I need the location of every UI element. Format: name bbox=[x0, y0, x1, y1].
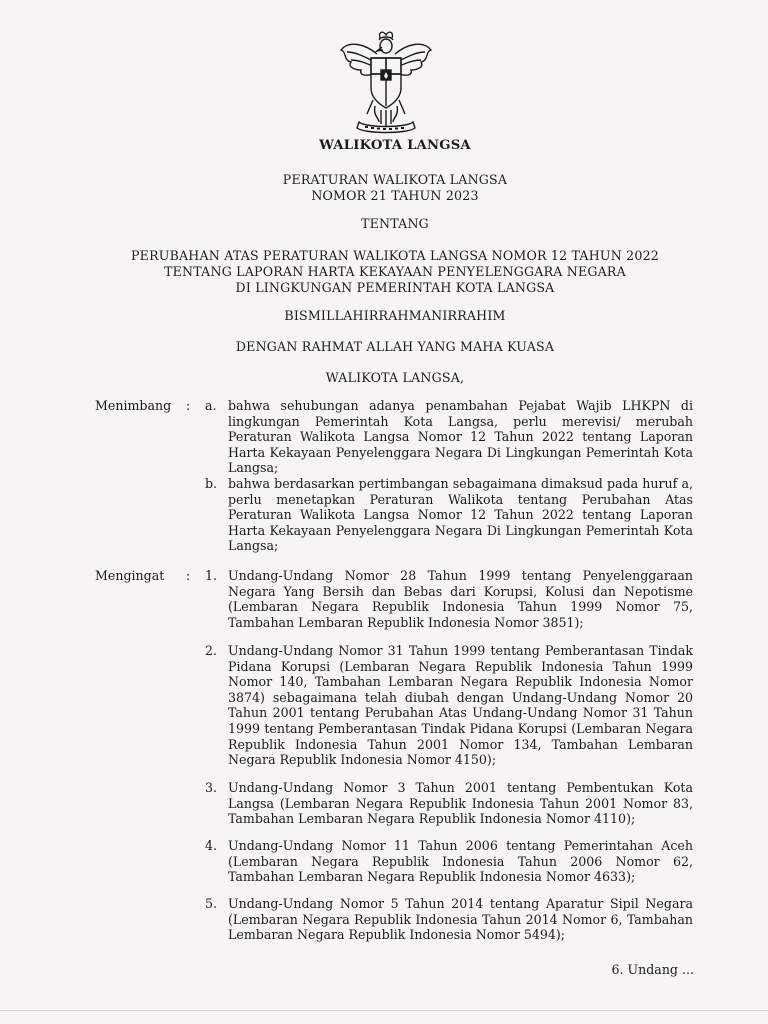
doc-type bbox=[0, 172, 768, 204]
mengingat-item bbox=[205, 896, 693, 943]
doc-type-line: PERATURAN WALIKOTA LANGSA bbox=[282, 172, 508, 187]
mengingat-item bbox=[205, 568, 693, 630]
mengingat-item bbox=[205, 838, 693, 885]
item-marker: 5. bbox=[205, 896, 218, 911]
item-text: Undang-Undang Nomor 5 Tahun 2014 tentang Aparatur Sipil Negara (Lembaran Negara Republik Indonesia Tahun 2014 Nomor 6, Tambahan Lembaran Negara Republik Indonesia Nomor 5494); bbox=[228, 896, 693, 943]
item-text: bahwa berdasarkan pertimbangan sebagaimana dimaksud pada huruf a, perlu menetapkan Peraturan Walikota tentang Perubahan Atas Peraturan Walikota Langsa Nomor 12 Tahun 2022 tentang Laporan Harta Kekayaan Penyelenggara Negara Di Lingkungan Pemerintah Kota Langsa; bbox=[228, 476, 693, 554]
item-text: Undang-Undang Nomor 31 Tahun 1999 tentang Pemberantasan Tindak Pidana Korupsi (Lembaran Negara Republik Indonesia Tahun 1999 Nomor 140, Tambahan Lembaran Negara Republik Indonesia Nomor 3874) sebagaimana telah diubah dengan Undang-Undang Nomor 20 Tahun 2001 tentang Perubahan Atas Undang-Undang Nomor 31 Tahun 1999 tentang Pemberantasan Tindak Pidana Korupsi (Lembaran Negara Republik Indonesia Tahun 2001 Nomor 134, Tambahan Lembaran Negara Republik Indonesia Nomor 4150); bbox=[228, 643, 693, 768]
subject-block bbox=[0, 248, 768, 296]
item-marker: 3. bbox=[205, 780, 218, 795]
office-title: WALIKOTA LANGSA bbox=[319, 138, 471, 153]
item-text: Undang-Undang Nomor 3 Tahun 2001 tentang Pembentukan Kota Langsa (Lembaran Negara Republik Indonesia Tahun 2001 Nomor 83, Tambahan Lembaran Negara Republik Indonesia Nomor 4110); bbox=[228, 780, 693, 827]
subject-line: DI LINGKUNGAN PEMERINTAH KOTA LANGSA bbox=[235, 280, 555, 295]
item-marker: a. bbox=[205, 398, 217, 413]
page-edge-divider bbox=[0, 1010, 768, 1011]
doc-number-line: NOMOR 21 TAHUN 2023 bbox=[311, 188, 479, 203]
mengingat-colon: : bbox=[186, 568, 191, 583]
mengingat-item bbox=[205, 780, 693, 827]
about-heading: TENTANG bbox=[361, 216, 429, 231]
item-text: Undang-Undang Nomor 28 Tahun 1999 tentang Penyelenggaraan Negara Yang Bersih dan Bebas dari Korupsi, Kolusi dan Nepotisme (Lembaran Negara Republik Indonesia Tahun 1999 Nomor 75, Tambahan Lembaran Republik Indonesia Nomor 3851); bbox=[228, 568, 693, 630]
rahmat-line: DENGAN RAHMAT ALLAH YANG MAHA KUASA bbox=[235, 339, 555, 354]
issuer-line: WALIKOTA LANGSA, bbox=[325, 370, 465, 385]
item-text: Undang-Undang Nomor 11 Tahun 2006 tentang Pemerintahan Aceh (Lembaran Negara Republik Indonesia Tahun 2006 Nomor 62, Tambahan Lembaran Negara Republik Indonesia Nomor 4633); bbox=[228, 838, 693, 885]
item-marker: 4. bbox=[205, 838, 218, 853]
mengingat-item bbox=[205, 643, 693, 768]
menimbang-item bbox=[205, 398, 693, 476]
subject-line: PERUBAHAN ATAS PERATURAN WALIKOTA LANGSA NOMOR 12 TAHUN 2022 bbox=[131, 248, 659, 263]
mengingat-label: Mengingat bbox=[95, 568, 165, 583]
item-marker: 2. bbox=[205, 643, 218, 658]
menimbang-colon: : bbox=[186, 398, 191, 413]
bismillah: BISMILLAHIRRAHMANIRRAHIM bbox=[284, 308, 506, 323]
garuda-emblem-icon bbox=[335, 30, 437, 138]
menimbang-label: Menimbang bbox=[95, 398, 172, 413]
menimbang-item bbox=[205, 476, 693, 554]
item-marker: b. bbox=[205, 476, 218, 491]
next-page-marker: 6. Undang ... bbox=[611, 962, 694, 977]
item-text: bahwa sehubungan adanya penambahan Pejabat Wajib LHKPN di lingkungan Pemerintah Kota Langsa, perlu merevisi/ merubah Peraturan Walikota Langsa Nomor 12 Tahun 2022 tentang Laporan Harta Kekayaan Penyelenggara Negara Di Lingkungan Pemerintah Kota Langsa; bbox=[228, 398, 693, 476]
subject-line: TENTANG LAPORAN HARTA KEKAYAAN PENYELENGGARA NEGARA bbox=[164, 264, 626, 279]
item-marker: 1. bbox=[205, 568, 218, 583]
